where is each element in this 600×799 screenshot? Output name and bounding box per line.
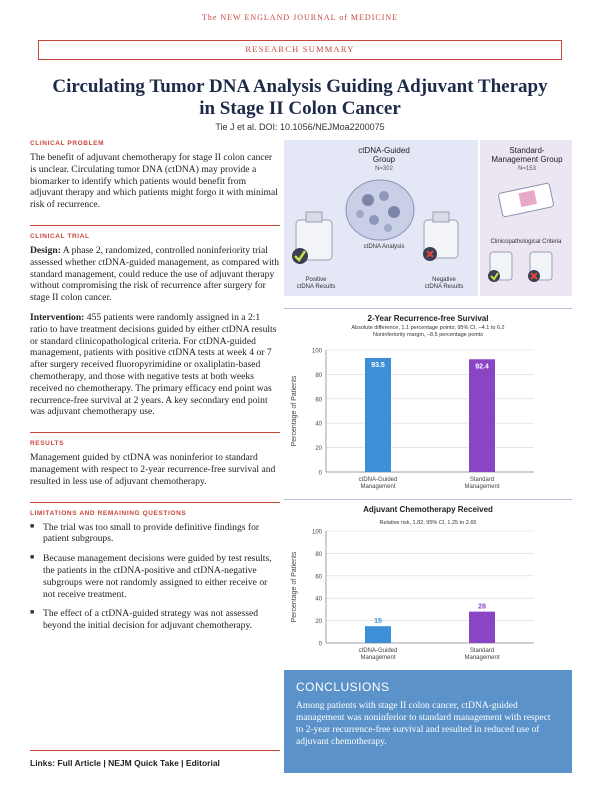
design-text: A phase 2, randomized, controlled noninferiority trial assessed whether ctDNA-guided management, as compared with standard management, could reduce the use of adjuvant therapy without compromising the risk of recurrence after surgery for stage II colon cancer.: [30, 244, 280, 304]
conclusions-text: Among patients with stage II colon cancer, ctDNA-guided management was noninferior to standard management with respect to 2-year recurrence-free survival and resulted in reduced use of adjuvant chemotherapy.: [296, 701, 551, 747]
intervention-text: 455 patients were randomly assigned in a 2:1 ratio to have treatment decisions guided by either ctDNA results or standard clinicopathological criteria. For ctDNA-guided management, patients with positive ctDNA tests at week 4 or 7 after surgery received fluoropyrimidine or oxaliplatin-based chemotherapy, and those with negative tests at both weeks received no chemotherapy. The primary efficacy end point was recurrence-free survival at 2 years. A key secondary end point was adjuvant chemotherapy use.: [30, 311, 277, 418]
ctdna-group-label-1: ctDNA-Guided: [358, 146, 410, 155]
x-tick-label: Standard: [469, 477, 495, 483]
results-section: [30, 432, 280, 487]
x-tick-label: Management: [360, 484, 396, 490]
links-bar[interactable]: Links: Full Article | NEJM Quick Take | Editorial: [30, 750, 280, 768]
x-tick-label: ctDNA-Guided: [358, 648, 398, 654]
data-label: 92.4: [475, 363, 489, 371]
results-heading: RESULTS: [30, 440, 65, 448]
x-tick-label: Management: [360, 655, 396, 661]
y-tick-label: 0: [318, 641, 322, 648]
recurrence-free-chart: [284, 314, 572, 494]
data-label: 93.5: [371, 361, 385, 369]
y-tick-label: 40: [315, 596, 322, 603]
negative-caption-2: ctDNA Results: [424, 284, 464, 290]
clinical-problem-heading: CLINICAL PROBLEM: [30, 140, 105, 147]
page-title: [30, 76, 570, 120]
y-tick-label: 60: [315, 397, 322, 404]
data-label: 15: [374, 618, 382, 626]
positive-caption-1: Positive: [305, 277, 327, 283]
chart-plot: [284, 344, 572, 494]
iv-bag-standard-negative-icon: [528, 252, 552, 282]
limitation-item: ■ Because management decisions were guided by test results, the patients in the ctDNA-positive and ctDNA-negative subgroups were not randomly assigned to either receive or not receive treatment.: [30, 553, 280, 600]
blood-sample-icon: [346, 180, 414, 240]
ctdna-group-n: N=302: [375, 166, 393, 172]
study-groups-illustration: [284, 140, 572, 296]
divider: [284, 499, 572, 500]
y-tick-label: 80: [315, 551, 322, 558]
positive-results-caption: [284, 277, 348, 291]
y-tick-label: 100: [311, 529, 322, 536]
conclusions-heading: CONCLUSIONS: [296, 680, 390, 694]
data-label: 28: [478, 603, 486, 611]
intervention-label: Intervention:: [30, 311, 85, 323]
intervention-paragraph: [30, 312, 280, 418]
ctdna-group-label-2: Group: [372, 155, 396, 164]
divider: [284, 308, 572, 309]
y-tick-label: 60: [315, 574, 322, 581]
y-tick-label: 20: [315, 446, 322, 453]
citation[interactable]: Tie J et al. DOI: 10.1056/NEJMoa2200075: [215, 122, 385, 132]
y-tick-label: 0: [318, 470, 322, 477]
standard-group-label-2: Management Group: [491, 155, 563, 164]
clinical-trial-heading: CLINICAL TRIAL: [30, 232, 90, 240]
clinical-problem-section: [30, 140, 280, 211]
y-tick-label: 100: [311, 348, 322, 355]
bar: [365, 626, 391, 643]
title-line-1: Circulating Tumor DNA Analysis Guiding Adjuvant Therapy: [52, 76, 548, 97]
y-tick-label: 40: [315, 421, 322, 428]
adjuvant-chemo-chart: [284, 505, 572, 665]
chart-note-1: Relative risk, 1.82; 95% CI, 1.25 to 2.65: [379, 520, 477, 526]
limitation-item: ■ The trial was too small to provide definitive findings for patient subgroups.: [30, 522, 280, 546]
results-text: Management guided by ctDNA was noninferior to standard management with respect to 2-year recurrence-free survival and resulted in less use of adjuvant chemotherapy.: [30, 452, 276, 487]
design-paragraph: [30, 245, 280, 304]
standard-group-n: N=153: [518, 166, 536, 172]
chart-note-1: Absolute difference, 1.1 percentage points; 95% CI, −4.1 to 6.2: [351, 325, 505, 331]
negative-results-caption: [412, 277, 476, 291]
iv-bag-standard-positive-icon: [488, 252, 512, 282]
microscope-slide-icon: [498, 183, 554, 217]
journal-name: The NEW ENGLAND JOURNAL of MEDICINE: [201, 13, 399, 22]
limitation-item: ■ The effect of a ctDNA-guided strategy was not assessed beyond the initial decision for adjuvant chemotherapy.: [30, 608, 280, 632]
y-tick-label: 20: [315, 619, 322, 626]
clinical-trial-section: [30, 225, 280, 418]
negative-caption-1: Negative: [432, 277, 456, 283]
standard-group-label-1: Standard-: [509, 146, 545, 155]
x-tick-label: Standard: [469, 648, 495, 654]
left-column: [30, 140, 280, 640]
y-axis-label: Percentage of Patients: [291, 375, 298, 447]
ctdna-analysis-caption: ctDNA Analysis: [363, 244, 405, 250]
design-label: Design:: [30, 244, 61, 256]
positive-caption-2: ctDNA Results: [296, 284, 336, 290]
x-tick-label: Management: [464, 484, 500, 490]
x-mark-icon: [423, 247, 437, 261]
limitations-heading: LIMITATIONS AND REMAINING QUESTIONS: [30, 509, 187, 517]
limitations-section: [30, 502, 280, 632]
x-tick-label: ctDNA-Guided: [358, 477, 398, 483]
check-icon: [292, 248, 308, 264]
bar: [365, 358, 391, 472]
x-tick-label: Management: [464, 655, 500, 661]
clinical-problem-text: The benefit of adjuvant chemotherapy for stage II colon cancer is unclear. Circulating tumor DNA (ctDNA) may provide a biomarker to identify which patients would benefit from adjuvant therapy and which patients might forgo it with minimal risk of recurrence.: [30, 152, 278, 211]
title-line-2: in Stage II Colon Cancer: [199, 98, 401, 119]
clinico-criteria-caption: Clinicopathological Criteria: [490, 239, 562, 245]
chart-title: Adjuvant Chemotherapy Received: [363, 505, 493, 514]
chart-note-2: Noninferiority margin, −8.5 percentage points: [373, 332, 483, 338]
chart-title: 2-Year Recurrence-free Survival: [367, 314, 489, 323]
bar: [469, 359, 495, 472]
conclusions-box: [284, 670, 572, 773]
illustration-art: [284, 140, 572, 296]
research-summary-banner: RESEARCH SUMMARY: [38, 40, 562, 60]
bar: [469, 612, 495, 643]
y-axis-label: Percentage of Patients: [291, 551, 298, 623]
chart-plot: [284, 517, 572, 667]
y-tick-label: 80: [315, 372, 322, 379]
